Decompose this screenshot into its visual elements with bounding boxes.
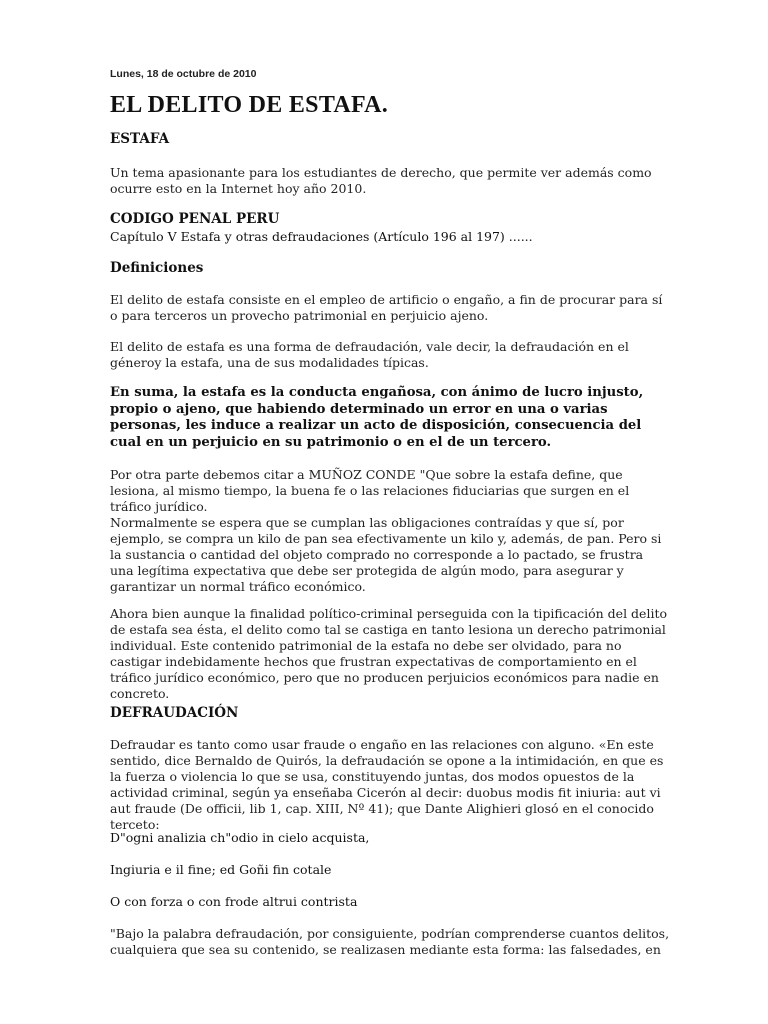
paragraph-intro: Un tema apasionante para los estudiantes de derecho, que permite ver además como ocurre esto en la Internet hoy año 2010. [110,165,652,196]
paragraph-definicion-2: El delito de estafa es una forma de defraudación, vale decir, la defraudación en el géneroy la estafa, una de sus modalidades típicas. [110,339,629,370]
heading-codigo-penal: CODIGO PENAL PERU [110,211,280,227]
heading-definiciones: Definiciones [110,260,204,276]
paragraph-definicion-1: El delito de estafa consiste en el empleo de artificio o engaño, a fin de procurar para sí o para terceros un provecho patrimonial en perjuicio ajeno. [110,292,663,323]
codigo-subtitle: Capítulo V Estafa y otras defraudaciones (Artículo 196 al 197) ...... [110,229,533,244]
heading-defraudacion: DEFRAUDACIÓN [110,705,239,721]
heading-estafa: ESTAFA [110,131,170,147]
paragraph-definicion-bold: En suma, la estafa es la conducta engañosa, con ánimo de lucro injusto, propio o ajeno, que habiendo determinado un error en una o varias personas, les induce a realizar un acto de disposición, consecuencia del cual en un perjuicio en su patrimonio o en el de un tercero. [110,385,644,450]
post-date: Lunes, 18 de octubre de 2010 [110,68,257,80]
paragraph-munoz-conde: Por otra parte debemos citar a MUÑOZ CONDE "Que sobre la estafa define, que lesiona, al mismo tiempo, la buena fe o las relaciones fiduciarias que surgen en el tráfico jurídico. [110,467,630,514]
verse-line-1: D"ogni analizia ch"odio in cielo acquista, [110,830,370,845]
verse-line-3: O con forza o con frode altrui contrista [110,894,358,909]
paragraph-ahora-bien: Ahora bien aunque la finalidad político-criminal perseguida con la tipificación del delito de estafa sea ésta, el delito como tal se castiga en tanto lesiona un derecho patrimonial individual. Este contenido patrimonial de la estafa no debe ser olvidado, para no castigar indebidamente hechos que frustran expectativas de comportamiento en el tráfico jurídico económico, pero que no producen perjuicios económicos para nadie en concreto. [110,606,667,701]
page-title: EL DELITO DE ESTAFA. [110,92,389,118]
verse-line-2: Ingiuria e il fine; ed Goñi fin cotale [110,862,332,877]
paragraph-bajo-la-palabra: "Bajo la palabra defraudación, por consiguiente, podrían comprenderse cuantos delitos, cualquiera que sea su contenido, se realizasen mediante esta forma: las falsedades, en [110,926,670,957]
paragraph-defraudar: Defraudar es tanto como usar fraude o engaño en las relaciones con alguno. «En este sentido, dice Bernaldo de Quirós, la defraudación se opone a la intimidación, en que es la fuerza o violencia lo que se usa, constituyendo juntas, dos modos opuestos de la actividad criminal, según ya enseñaba Cicerón al decir: duobus modis fit iniuria: aut vi aut fraude (De officii, lib 1, cap. XIII, Nº 41); que Dante Alighieri glosó en el conocido terceto: [110,737,664,832]
paragraph-normalmente: Normalmente se espera que se cumplan las obligaciones contraídas y que sí, por ejemplo, se compra un kilo de pan sea efectivamente un kilo y, además, de pan. Pero si la sustancia o cantidad del objeto comprado no corresponde a lo pactado, se frustra una legítima expectativa que debe ser protegida de algún modo, para asegurar y garantizar un normal tráfico económico. [110,515,662,594]
